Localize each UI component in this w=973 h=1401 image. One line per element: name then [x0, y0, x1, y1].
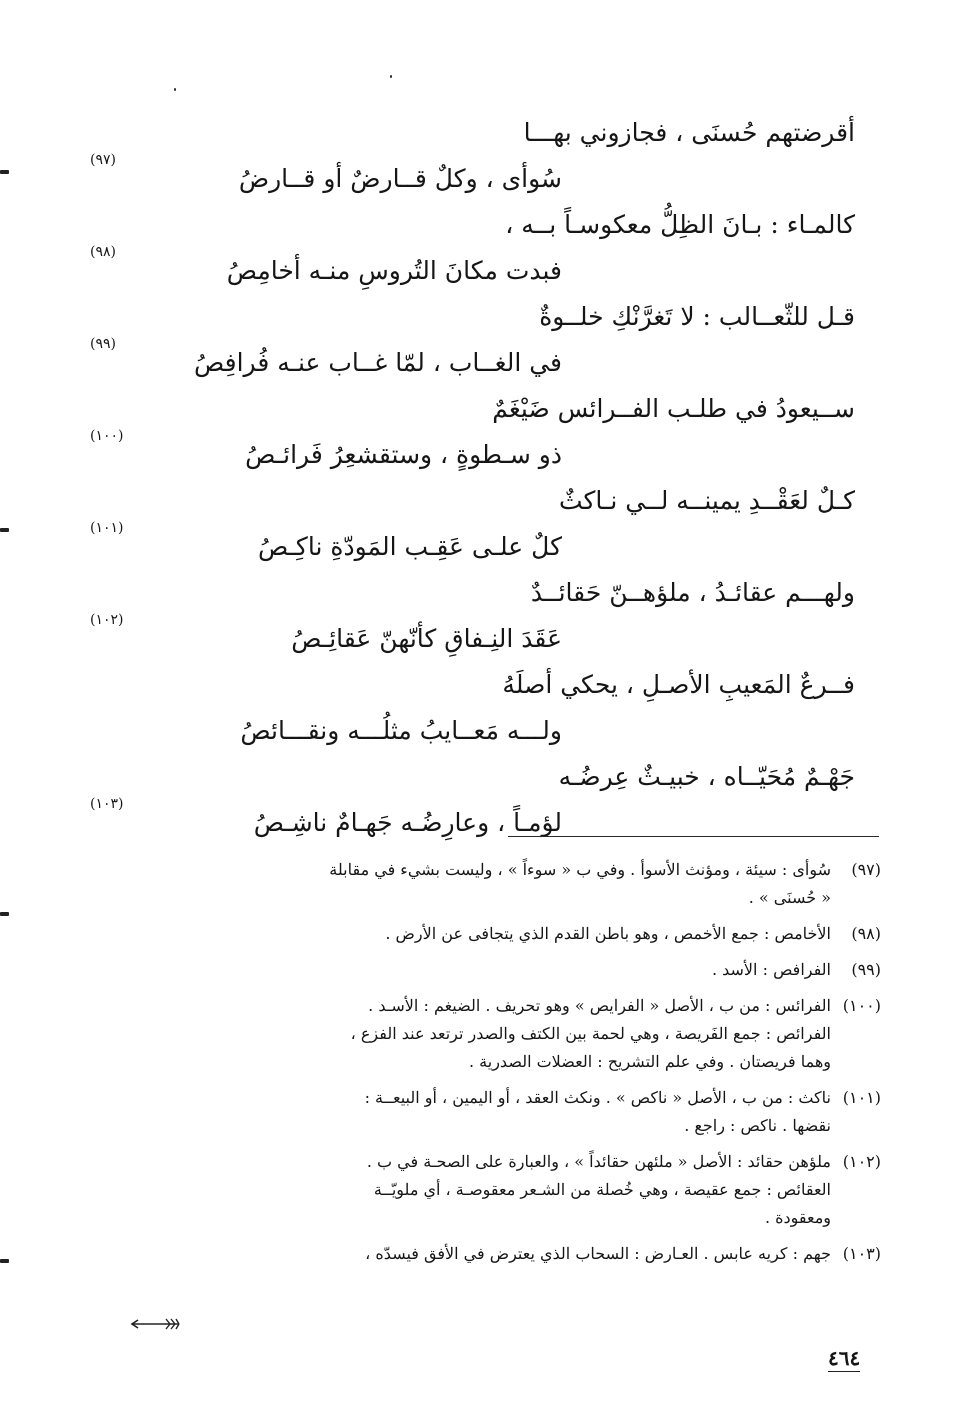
- footnote-line: الفرائس : من ب ، الأصل « الفرايص » وهو تحريف . الضيغم : الأسـد .: [368, 996, 831, 1015]
- footnote-number: (٩٨): [851, 924, 881, 943]
- verse-line: لؤمـاً ، وعارِضُـه جَهـامٌ ناشِـصُ (١٠٣): [90, 796, 562, 837]
- footnote-number: (٩٧): [851, 860, 881, 879]
- footnote-line: العقائص : جمع عقيصة ، وهي خُصلة من الشـعر معقوصـة ، أي ملويّــة: [373, 1180, 831, 1199]
- continuation-arrow-icon: [130, 1318, 180, 1330]
- verse-number: (١٠١): [90, 520, 124, 536]
- verse-line: كالمـاء : بـانَ الظِلُّ معكوسـاً بــه ،: [505, 210, 855, 239]
- verse-line: ذو سـطوةٍ ، وستقشعِرُ فَرائـصُ (١٠٠): [90, 428, 562, 469]
- verse-line: ســيعودُ في طلـب الفــرائس ضَيْغَمٌ: [492, 394, 855, 423]
- verse-number: (١٠٣): [90, 796, 124, 812]
- verse-number: (٩٧): [90, 152, 116, 168]
- footnote-number: (١٠١): [842, 1088, 881, 1107]
- verse-number: (١٠٢): [90, 612, 124, 628]
- footnote-line: ملؤهن حقائد : الأصل « ملئهن حقائداً » ، والعبارة على الصحـة في ب .: [366, 1152, 831, 1171]
- verse-line: كلٌ علـى عَقِـب المَودّةِ ناكِـصُ (١٠١): [90, 520, 562, 561]
- footnote: [121, 956, 881, 984]
- verse-line: ولـــه مَعــايبُ مثلُـــه ونقـــائصُ: [240, 716, 562, 745]
- footnote-line: ناكث : من ب ، الأصل « ناكص » . ونكث العقد ، أو اليمين ، أو البيعــة :: [364, 1088, 831, 1107]
- speck: [174, 88, 176, 91]
- footnote: [121, 1240, 881, 1268]
- footnote-separator: [508, 836, 879, 837]
- margin-mark: [0, 528, 9, 532]
- footnote: [121, 1084, 881, 1140]
- page-number: ٤٦٤: [828, 1346, 861, 1370]
- verse-line: سُوأى ، وكلٌ قــارضٌ أو قــارضُ (٩٧): [90, 152, 562, 193]
- footnote-line: وهما فريصتان . وفي علم التشريح : العضلات الصدرية .: [469, 1052, 831, 1071]
- verse-line: في الغــاب ، لمّا غــاب عنـه فُرافِصُ (٩٩): [90, 336, 562, 377]
- footnote-line: ومعقودة .: [764, 1208, 831, 1227]
- poem: [90, 110, 855, 846]
- footnote-line: الفرائص : جمع الفَريصة ، وهي لحمة بين الكتف والصدر ترتعد عند الفزع ،: [350, 1024, 831, 1043]
- footnote-line: نقضها . ناكص : راجع .: [684, 1116, 831, 1135]
- verse-number: (١٠٠): [90, 428, 124, 444]
- footnote: [121, 856, 881, 912]
- verse-line: فبدت مكانَ التُروسِ منـه أخامِصُ (٩٨): [90, 244, 562, 285]
- verse-number: (٩٨): [90, 244, 116, 260]
- verse-line: جَهْـمٌ مُحَيّــاه ، خبيـثٌ عِرضُـه: [558, 762, 855, 791]
- footnotes: [121, 856, 881, 1276]
- footnote-number: (١٠٢): [842, 1152, 881, 1171]
- footnote-line: جهم : كريه عابس . العـارض : السحاب الذي يعترض في الأفق فيسدّه ،: [365, 1244, 831, 1263]
- footnote-line: سُوأى : سيئة ، ومؤنث الأسوأ . وفي ب « سوءاً » ، وليست بشيء في مقابلة: [329, 860, 831, 879]
- verse-line: ولهـــم عقائـدُ ، ملؤهــنّ حَقائــدٌ: [530, 578, 855, 607]
- footnote-line: الأخامص : جمع الأخمص ، وهو باطن القدم الذي يتجافى عن الأرض .: [385, 924, 831, 943]
- footnote: [121, 920, 881, 948]
- footnote-line: « حُسنَى » .: [748, 888, 831, 907]
- footnote-number: (٩٩): [851, 960, 881, 979]
- footnote-line: الفرافص : الأسد .: [711, 960, 831, 979]
- margin-mark: [0, 170, 9, 174]
- verse-number: (٩٩): [90, 336, 116, 352]
- verse-line: أقرضتهم حُسنَى ، فجازوني بهـــا: [523, 118, 855, 147]
- footnote-number: (١٠٠): [842, 996, 881, 1015]
- verse-line: قـل للثّعــالب : لا تَغرَّنْكِ خلــوةٌ: [539, 302, 855, 331]
- verse-line: فــرعٌ المَعيبِ الأصـلِ ، يحكي أصلَهُ: [502, 670, 855, 699]
- footnote-number: (١٠٣): [842, 1244, 881, 1263]
- verse-line: عَقَدَ النِـفاقِ كأنّهنّ عَقائِـصُ (١٠٢): [90, 612, 562, 653]
- margin-mark: [0, 912, 9, 916]
- speck: [390, 75, 392, 78]
- footnote: [121, 992, 881, 1076]
- footnote: [121, 1148, 881, 1232]
- verse-line: كـلٌ لعَقْــدِ يمينــه لــي نـاكثٌ: [558, 486, 855, 515]
- margin-mark: [0, 1259, 9, 1263]
